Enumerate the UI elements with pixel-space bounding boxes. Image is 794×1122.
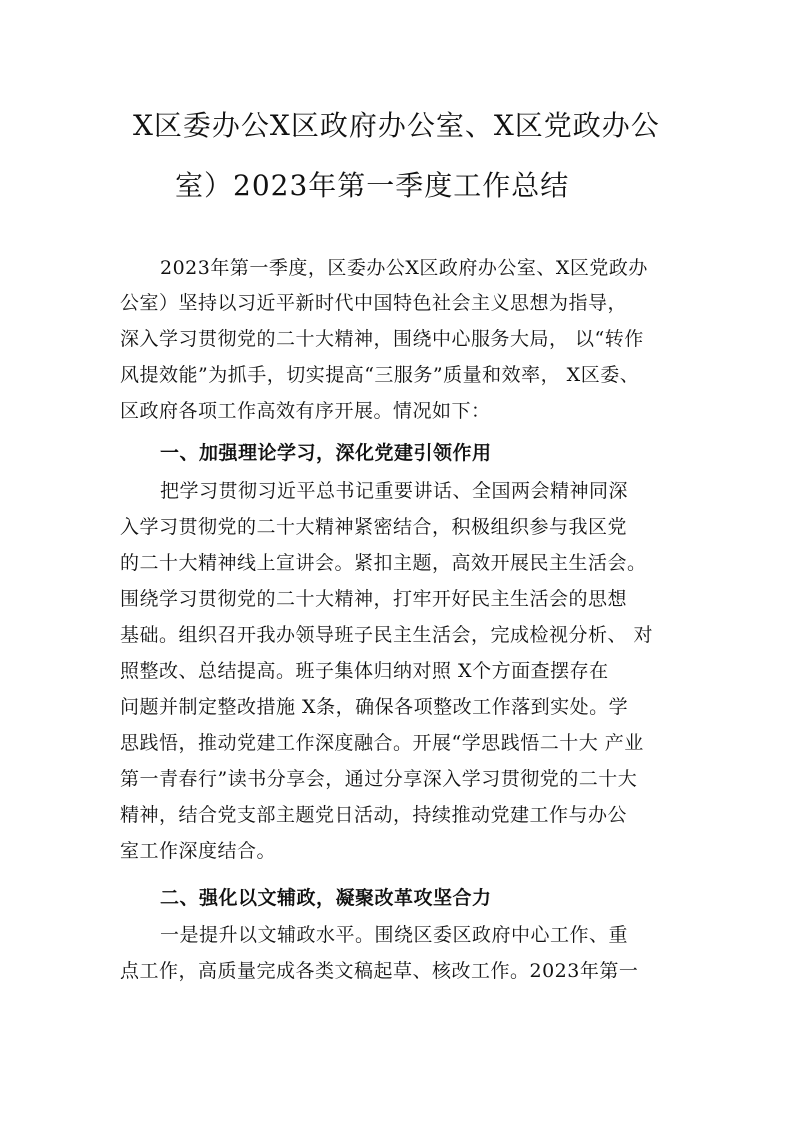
body-line: 公室）坚持以习近平新时代中国特色社会主义思想为指导， — [120, 292, 628, 314]
body-line: 思践悟，推动党建工作深度融合。开展“学思践悟二十大 产业 — [120, 732, 644, 754]
body-line: 把学习贯彻习近平总书记重要讲话、全国两会精神同深 — [160, 480, 629, 502]
section-heading-1: 一、加强理论学习，深化党建引领作用 — [160, 442, 492, 464]
body-line: 风提效能”为抓手，切实提高“三服务”质量和效率， X区委、 — [120, 364, 640, 386]
section-heading-2: 二、强化以文辅政，凝聚改革攻坚合力 — [160, 887, 492, 909]
body-line: 深入学习贯彻党的二十大精神，围绕中心服务大局， 以“转作 — [120, 328, 644, 350]
body-line: 的二十大精神线上宣讲会。紧扣主题，高效开展民主生活会。 — [120, 552, 647, 574]
body-line: 点工作，高质量完成各类文稿起草、核改工作。2023年第一 — [120, 960, 639, 982]
body-line: 第一青春行”读书分享会，通过分享深入学习贯彻党的二十大 — [120, 768, 638, 790]
body-line: 一是提升以文辅政水平。围绕区委区政府中心工作、重 — [160, 924, 629, 946]
body-line: 室工作深度结合。 — [120, 840, 277, 862]
body-line: 照整改、总结提高。班子集体归纳对照 X个方面查摆存在 — [120, 660, 609, 682]
body-line: 精神，结合党支部主题党日活动，持续推动党建工作与办公 — [120, 804, 628, 826]
body-line: 围绕学习贯彻党的二十大精神，打牢开好民主生活会的思想 — [120, 588, 628, 610]
body-line: 问题并制定整改措施 X条，确保各项整改工作落到实处。学 — [120, 696, 629, 718]
body-line: 2023年第一季度，区委办公X区政府办公室、X区党政办 — [160, 257, 648, 279]
document-title-line-2: 室）2023年第一季度工作总结 — [175, 169, 570, 202]
document-title-line-1: X区委办公X区政府办公室、X区党政办公 — [133, 109, 660, 142]
body-line: 基础。组织召开我办领导班子民主生活会，完成检视分析、 对 — [120, 624, 654, 646]
body-line: 区政府各项工作高效有序开展。情况如下： — [120, 400, 491, 422]
body-line: 入学习贯彻党的二十大精神紧密结合，积极组织参与我区党 — [120, 516, 628, 538]
